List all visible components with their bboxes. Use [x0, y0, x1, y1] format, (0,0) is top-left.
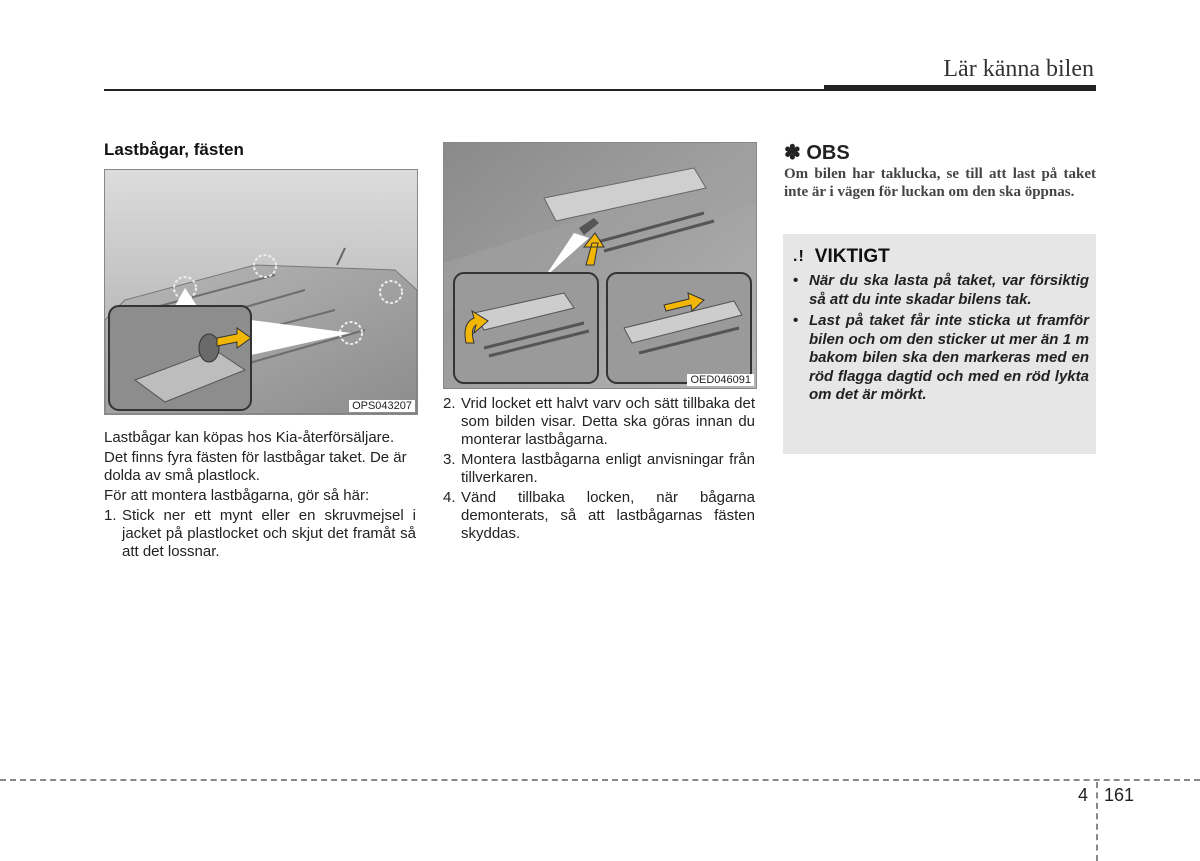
- footer-vertical-dashed-line: [1096, 782, 1098, 861]
- car-roof-illustration: [105, 170, 417, 414]
- list-item-text: Last på taket får inte sticka ut framför bilen och om den sticker ut mer än 1 m bakom bilen ska den markeras med en röd flagga dagtid och med en röd lykta om det är mörkt.: [809, 312, 1089, 403]
- paragraph: Det finns fyra fästen för lastbågar taket. De är dolda av små plastlock.: [104, 449, 407, 484]
- step-item: [443, 395, 755, 449]
- viktigt-list: [793, 272, 1089, 408]
- figure-code: OED046091: [687, 374, 754, 386]
- step-text: Vrid locket ett halvt varv och sätt tillbaka det som bilden visar. Detta ska göras innan du monterar lastbågarna.: [461, 395, 755, 448]
- viktigt-title: VIKTIGT: [814, 246, 890, 267]
- header-rule-thick: [824, 85, 1096, 91]
- step-item: [443, 451, 755, 487]
- text-block-middle: [443, 395, 755, 545]
- step-number: 1.: [104, 507, 117, 524]
- list-item: [793, 312, 1089, 405]
- step-item: [443, 489, 755, 543]
- footer-dashed-line: [0, 779, 1200, 781]
- text-block-left: [104, 429, 416, 563]
- warning-icon: .!: [793, 248, 805, 265]
- step-text: Stick ner ett mynt eller en skruvmejsel i jacket på plastlocket och skjut det framåt så att det lossnar.: [122, 507, 416, 560]
- cover-removal-figure: [443, 142, 757, 389]
- step-number: 2.: [443, 395, 456, 412]
- obs-text: Om bilen har taklucka, se till att last på taket inte är i vägen för luckan om den ska öppnas.: [784, 166, 1096, 200]
- viktigt-heading: [793, 246, 890, 268]
- step-item: [104, 507, 416, 561]
- section-heading: Lastbågar, fästen: [104, 140, 244, 159]
- step-number: 3.: [443, 451, 456, 468]
- header-rule-thin: [104, 89, 824, 91]
- page-number: 161: [1104, 785, 1135, 805]
- bullet: •: [793, 312, 799, 329]
- viktigt-warning-box: [783, 234, 1096, 454]
- step-text: Montera lastbågarna enligt anvisningar från tillverkaren.: [461, 451, 755, 486]
- paragraph: Lastbågar kan köpas hos Kia-återförsäljare.: [104, 429, 395, 446]
- paragraph: För att montera lastbågarna, gör så här:: [104, 487, 370, 504]
- roof-rack-figure: [104, 169, 418, 415]
- step-text: Vänd tillbaka locken, när bågarna demonterats, så att lastbågarnas fästen skyddas.: [461, 489, 755, 542]
- chapter-number: 4: [1078, 785, 1089, 805]
- list-item-text: När du ska lasta på taket, var försiktig så att du inte skadar bilens tak.: [809, 272, 1089, 308]
- step-number: 4.: [443, 489, 456, 506]
- figure-code: OPS043207: [349, 400, 415, 412]
- obs-title: ✽ OBS: [784, 142, 850, 164]
- roof-cover-illustration: [444, 143, 756, 388]
- bullet: •: [793, 272, 799, 289]
- list-item: [793, 272, 1089, 309]
- page-header-title: Lär känna bilen: [943, 56, 1094, 82]
